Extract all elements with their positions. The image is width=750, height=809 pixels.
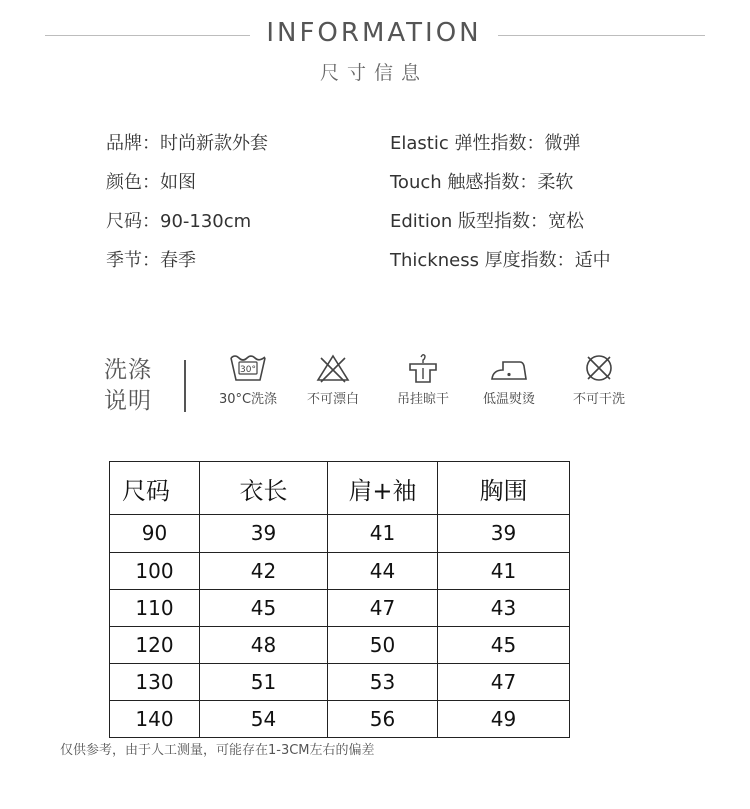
table-cell: 45 <box>200 589 328 626</box>
wash-30-icon <box>228 352 268 384</box>
hang-dry-icon <box>403 352 443 384</box>
care-label: 不可干洗 <box>572 392 625 407</box>
wash-title-line2: 说明 <box>104 388 152 414</box>
table-cell: 53 <box>328 663 438 700</box>
table-cell: 110 <box>110 589 200 626</box>
table-cell: 42 <box>200 552 328 589</box>
table-row <box>110 589 570 626</box>
info-value: 适中 <box>574 250 611 271</box>
info-season <box>106 246 196 272</box>
info-label: 季节： <box>106 250 160 271</box>
table-cell: 51 <box>200 663 328 700</box>
header-subtitle: 尺寸信息 <box>319 62 428 84</box>
table-cell: 47 <box>438 663 570 700</box>
low-iron-icon <box>489 352 529 384</box>
no-dry-clean-icon <box>579 352 619 384</box>
table-row <box>110 663 570 700</box>
info-brand <box>106 129 268 155</box>
header-title: INFORMATION <box>266 18 482 48</box>
info-value: 春季 <box>160 250 196 271</box>
table-header-cell: 衣长 <box>200 462 328 515</box>
info-color <box>106 168 196 194</box>
header-divider-right <box>498 35 705 36</box>
table-cell: 44 <box>328 552 438 589</box>
table-header-cell: 尺码 <box>110 462 200 515</box>
info-label: Thickness 厚度指数： <box>390 250 575 271</box>
info-edition <box>390 207 584 233</box>
info-label: Elastic 弹性指数： <box>390 133 545 154</box>
table-cell: 39 <box>200 515 328 552</box>
care-label: 30°C洗涤 <box>218 392 278 407</box>
table-cell: 120 <box>110 626 200 663</box>
info-value: 90-130cm <box>160 211 252 232</box>
table-cell: 39 <box>438 515 570 552</box>
table-cell: 56 <box>328 700 438 737</box>
care-wash-30 <box>203 352 293 407</box>
table-cell: 45 <box>438 626 570 663</box>
wash-title-line1: 洗涤 <box>104 357 152 383</box>
table-row <box>110 515 570 552</box>
info-label: Edition 版型指数： <box>390 211 549 232</box>
table-cell: 48 <box>200 626 328 663</box>
table-cell: 54 <box>200 700 328 737</box>
info-size <box>106 207 251 233</box>
care-no-bleach <box>288 352 378 407</box>
info-value: 柔软 <box>537 172 574 193</box>
wash-divider <box>184 360 186 412</box>
table-cell: 47 <box>328 589 438 626</box>
info-value: 时尚新款外套 <box>160 133 268 154</box>
table-cell: 50 <box>328 626 438 663</box>
info-label: 品牌： <box>106 133 160 154</box>
info-label: 尺码： <box>106 211 160 232</box>
header-divider-left <box>45 35 250 36</box>
table-cell: 49 <box>438 700 570 737</box>
care-low-iron <box>464 352 554 407</box>
info-touch <box>390 168 573 194</box>
info-thickness <box>390 246 611 272</box>
no-bleach-icon <box>313 352 353 384</box>
table-cell: 90 <box>110 515 200 552</box>
table-cell: 100 <box>110 552 200 589</box>
table-row <box>110 700 570 737</box>
table-header-cell: 肩+袖 <box>328 462 438 515</box>
info-value: 宽松 <box>548 211 585 232</box>
wash-section-title <box>104 355 164 417</box>
size-table <box>109 461 570 738</box>
care-label: 吊挂晾干 <box>396 392 449 407</box>
care-label: 不可漂白 <box>306 392 359 407</box>
care-label: 低温熨烫 <box>482 392 535 407</box>
info-elastic <box>390 129 580 155</box>
table-header-row <box>110 462 570 515</box>
table-row <box>110 626 570 663</box>
wash-temp-badge: 30° <box>240 365 256 375</box>
care-no-dry-clean <box>554 352 644 407</box>
table-cell: 130 <box>110 663 200 700</box>
info-value: 微弹 <box>544 133 581 154</box>
info-label: Touch 触感指数： <box>390 172 538 193</box>
table-cell: 41 <box>328 515 438 552</box>
table-cell: 140 <box>110 700 200 737</box>
measurement-note: 仅供参考，由于人工测量，可能存在1-3CM左右的偏差 <box>60 743 375 758</box>
table-header-cell: 胸围 <box>438 462 570 515</box>
info-value: 如图 <box>160 172 196 193</box>
table-cell: 41 <box>438 552 570 589</box>
table-row <box>110 552 570 589</box>
table-cell: 43 <box>438 589 570 626</box>
care-hang-dry <box>378 352 468 407</box>
info-label: 颜色： <box>106 172 160 193</box>
